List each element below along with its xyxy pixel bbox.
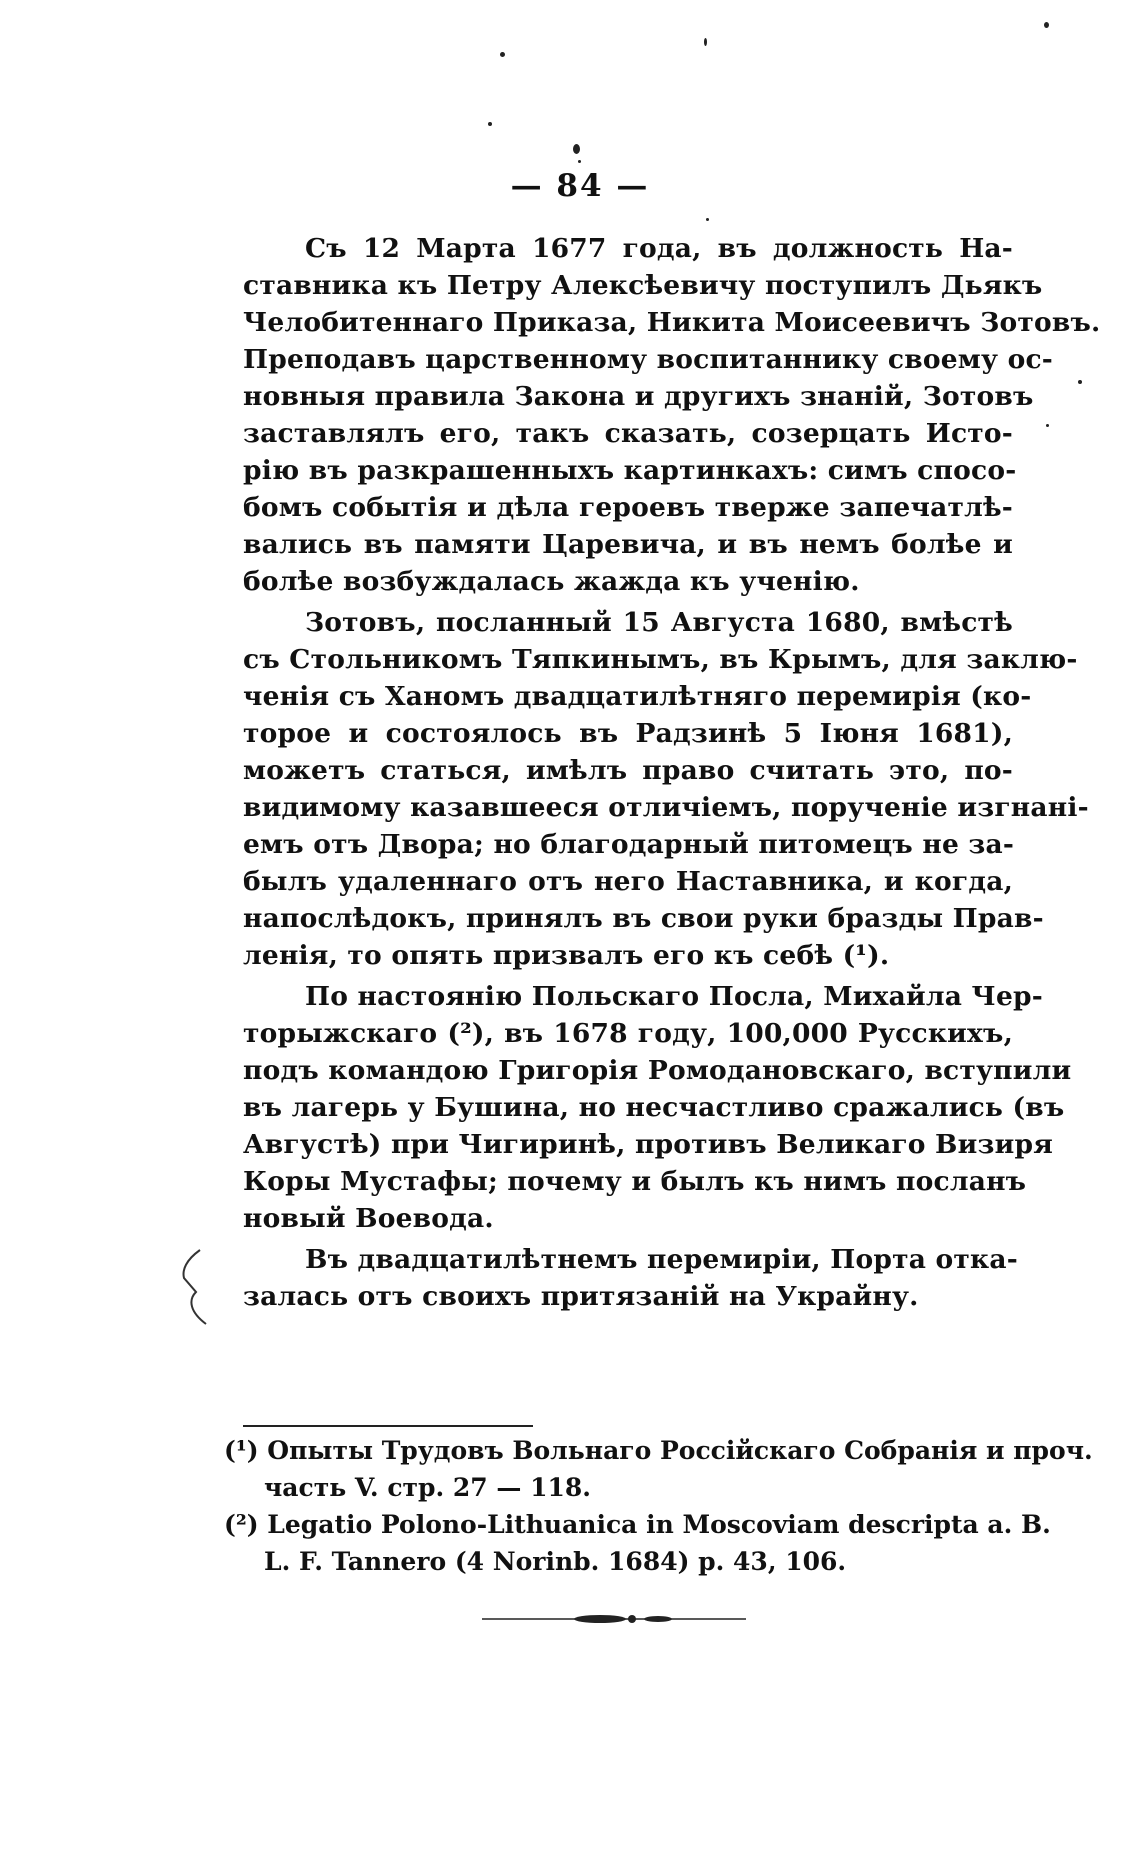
scan-speck: [706, 218, 709, 221]
footnotes: [224, 1432, 1093, 1580]
text-line: вались въ памяти Царевича, и въ немъ болѣе и: [243, 529, 1013, 560]
text-line: емъ отъ Двора; но благодарный питомецъ не за-: [243, 829, 1015, 860]
text-line: По настоянію Польскаго Посла, Михайла Чер-: [305, 981, 1043, 1012]
tailpiece-ornament: [482, 1612, 746, 1626]
text-line: съ Стольникомъ Тяпкинымъ, въ Крымъ, для заклю-: [243, 644, 1078, 675]
text-line: Зотовъ, посланный 15 Августа 1680, вмѣстѣ: [305, 607, 1013, 638]
scan-speck: [573, 144, 580, 154]
footnote-line: (¹) Опыты Трудовъ Вольнаго Россійскаго Собранія и проч.: [224, 1436, 1093, 1465]
footnote-line: (²) Legatio Polono-Lithuanica in Moscoviam descripta a. B.: [224, 1510, 1051, 1539]
text-line: видимому казавшееся отличіемъ, порученіе изгнані-: [243, 792, 1089, 823]
scan-speck: [1078, 380, 1082, 384]
scan-speck: [1046, 424, 1049, 427]
text-line: заставлялъ его, такъ сказать, созерцать Исто-: [243, 418, 1013, 449]
text-line: ставника къ Петру Алексѣевичу поступилъ Дьякъ: [243, 270, 1043, 301]
text-line: болѣе возбуждалась жажда къ ученію.: [243, 566, 860, 597]
text-line: Коры Мустафы; почему и былъ къ нимъ посланъ: [243, 1166, 1027, 1197]
footnote-line: часть V. стр. 27 — 118.: [264, 1473, 592, 1502]
text-line: Съ 12 Марта 1677 года, въ должность На-: [305, 233, 1013, 264]
text-line: Преподавъ царственному воспитаннику своему ос-: [243, 344, 1054, 375]
text-line: новныя правила Закона и другихъ знаній, Зотовъ: [243, 381, 1034, 412]
text-line: Челобитеннаго Приказа, Никита Моисеевичъ Зотовъ.: [243, 307, 1101, 338]
text-line: Въ двадцатилѣтнемъ перемиріи, Порта отка-: [305, 1244, 1018, 1275]
footnote-line: L. F. Tannero (4 Norinb. 1684) p. 43, 106.: [264, 1547, 847, 1576]
text-line: рію въ разкрашенныхъ картинкахъ: симъ спосо-: [243, 455, 1017, 486]
scan-speck: [500, 52, 505, 57]
body-text: [243, 230, 1101, 1315]
text-line: торыжскаго (²), въ 1678 году, 100,000 Русскихъ,: [243, 1018, 1013, 1049]
text-line: торое и состоялось въ Радзинѣ 5 Іюня 1681),: [243, 718, 1013, 749]
text-line: подъ командою Григорія Ромодановскаго, вступили: [243, 1055, 1072, 1086]
text-line: Августѣ) при Чигиринѣ, противъ Великаго Визиря: [243, 1129, 1053, 1160]
text-line: напослѣдокъ, принялъ въ свои руки бразды Прав-: [243, 903, 1044, 934]
text-line: новый Воевода.: [243, 1203, 494, 1234]
text-line: ченія съ Ханомъ двадцатилѣтняго перемирія (ко-: [243, 681, 1032, 712]
text-line: можетъ статься, имѣлъ право считать это, по-: [243, 755, 1013, 786]
margin-bracket-mark: [178, 1248, 212, 1326]
footnote-rule: [243, 1425, 533, 1427]
text-line: былъ удаленнаго отъ него Наставника, и когда,: [243, 866, 1013, 897]
scan-speck: [488, 122, 492, 126]
text-line: бомъ событія и дѣла героевъ тверже запечатлѣ-: [243, 492, 1013, 523]
text-line: ленія, то опять призвалъ его къ себѣ (¹).: [243, 940, 890, 971]
scan-speck: [704, 38, 707, 46]
text-line: залась отъ своихъ притязаній на Украйну.: [243, 1281, 919, 1312]
text-line: въ лагерь у Бушина, но несчастливо сражались (въ: [243, 1092, 1065, 1123]
scan-speck: [1044, 22, 1049, 28]
scan-speck: [578, 160, 581, 163]
page-number: — 84 —: [510, 168, 650, 204]
